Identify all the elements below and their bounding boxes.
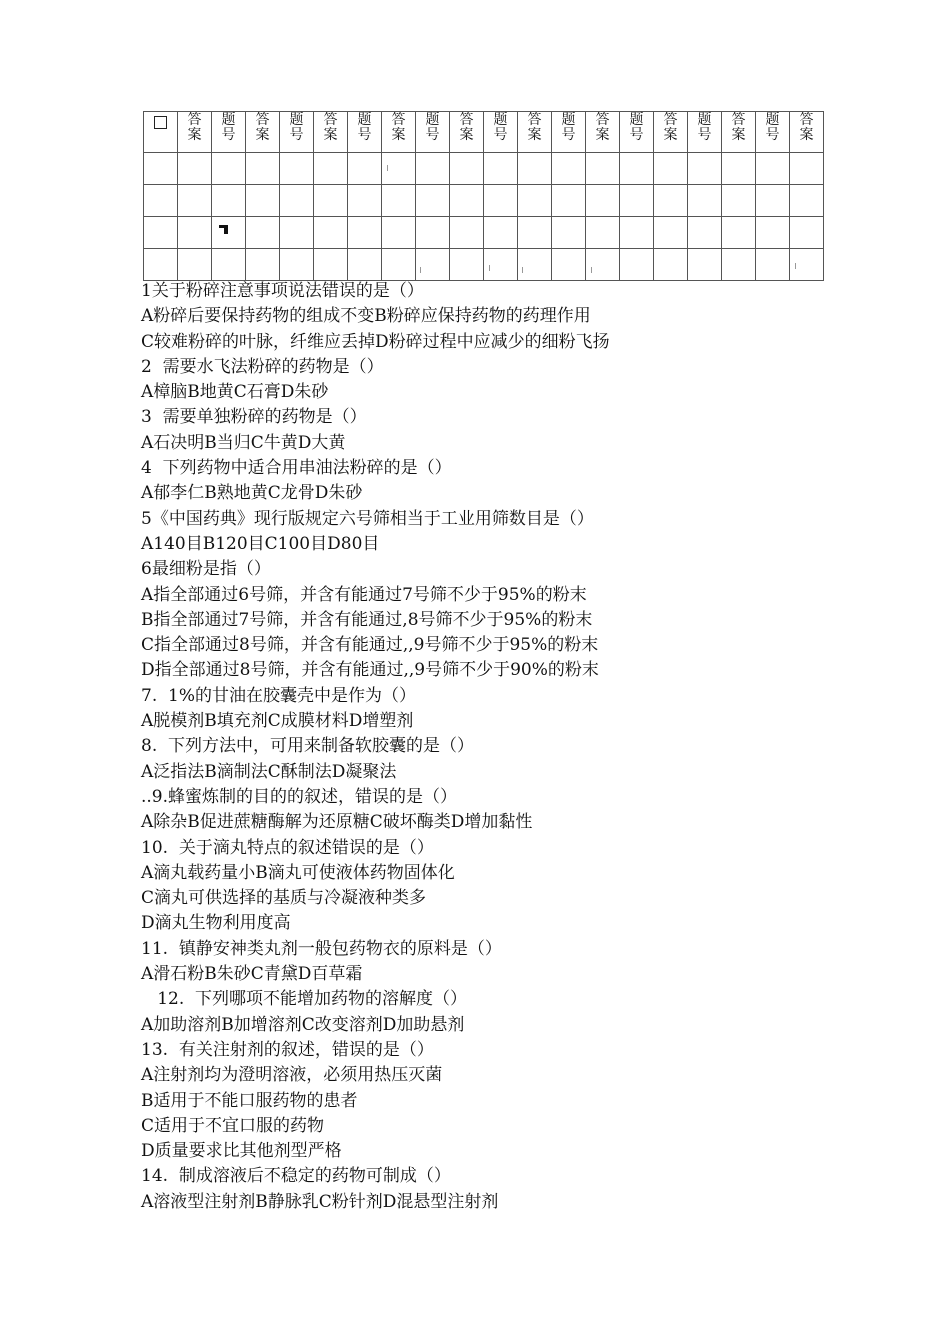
answer-cell[interactable] <box>280 185 314 217</box>
answer-cell[interactable] <box>552 217 586 249</box>
answer-cell[interactable] <box>790 185 824 217</box>
question-text: 2 需要水飞法粉碎的药物是（） <box>141 356 384 377</box>
answer-cell[interactable] <box>586 217 620 249</box>
answer-cell[interactable] <box>450 153 484 185</box>
answer-cell[interactable] <box>416 185 450 217</box>
answer-grid-header-cell: 答案 <box>450 112 484 153</box>
answer-cell[interactable] <box>654 217 688 249</box>
answer-cell[interactable] <box>348 249 382 281</box>
answer-cell[interactable] <box>348 185 382 217</box>
option-text: C指全部通过8号筛，并含有能通过,,9号筛不少于95%的粉末 <box>141 635 599 656</box>
faint-mark <box>489 265 490 271</box>
question-text: 13. 有关注射剂的叙述，错误的是（） <box>141 1039 434 1060</box>
answer-cell[interactable] <box>314 185 348 217</box>
option-text: A指全部通过6号筛，并含有能通过7号筛不少于95%的粉末 <box>141 584 587 605</box>
answer-cell[interactable] <box>688 217 722 249</box>
option-text: A注射剂均为澄明溶液，必须用热压灭菌 <box>141 1065 443 1086</box>
option-text: C适用于不宜口服的药物 <box>141 1115 325 1136</box>
answer-cell[interactable] <box>246 153 280 185</box>
answer-grid-header-cell: 题号 <box>348 112 382 153</box>
answer-cell[interactable] <box>654 249 688 281</box>
question-list <box>141 279 841 1215</box>
answer-cell[interactable] <box>756 217 790 249</box>
answer-cell[interactable] <box>382 249 416 281</box>
answer-cell[interactable] <box>688 185 722 217</box>
answer-cell[interactable] <box>552 249 586 281</box>
faint-mark <box>522 267 523 273</box>
answer-cell[interactable] <box>144 185 178 217</box>
answer-cell[interactable] <box>722 249 756 281</box>
answer-cell[interactable] <box>688 153 722 185</box>
question-text: 8. 下列方法中，可用来制备软胶囊的是（） <box>141 736 475 757</box>
answer-cell[interactable] <box>586 249 620 281</box>
answer-cell[interactable] <box>212 185 246 217</box>
answer-grid-header-row <box>144 112 824 153</box>
answer-cell[interactable] <box>484 153 518 185</box>
answer-cell[interactable] <box>620 217 654 249</box>
answer-cell[interactable] <box>246 185 280 217</box>
option-text: D滴丸生物利用度高 <box>141 913 291 934</box>
answer-grid-row <box>144 249 824 281</box>
answer-grid-header-cell: 题号 <box>484 112 518 153</box>
answer-cell[interactable] <box>348 153 382 185</box>
answer-cell[interactable] <box>722 185 756 217</box>
answer-cell[interactable] <box>314 153 348 185</box>
corner-mark-icon <box>219 225 228 234</box>
answer-cell[interactable] <box>586 185 620 217</box>
option-text: C较难粉碎的叶脉，纤维应丢掉D粉碎过程中应减少的细粉飞扬 <box>141 331 610 352</box>
option-text: A石决明B当归C牛黄D大黄 <box>141 432 346 453</box>
answer-grid-header-cell: 答案 <box>722 112 756 153</box>
answer-cell[interactable] <box>144 217 178 249</box>
answer-cell[interactable] <box>552 153 586 185</box>
answer-grid-header-cell: 答案 <box>518 112 552 153</box>
answer-cell[interactable] <box>450 249 484 281</box>
answer-cell[interactable] <box>756 249 790 281</box>
answer-cell[interactable] <box>416 217 450 249</box>
option-text: A脱模剂B填充剂C成膜材料D增塑剂 <box>141 711 414 732</box>
option-text: A滑石粉B朱砂C青黛D百草霜 <box>141 964 363 985</box>
faint-mark <box>591 267 592 273</box>
answer-grid-header-cell: 答案 <box>178 112 212 153</box>
answer-grid-header-cell: 题号 <box>620 112 654 153</box>
question-text: 12. 下列哪项不能增加药物的溶解度（） <box>141 989 468 1010</box>
answer-cell[interactable] <box>212 153 246 185</box>
answer-grid-header-cell: 题号 <box>756 112 790 153</box>
option-text: C滴丸可供选择的基质与冷凝液种类多 <box>141 888 427 909</box>
answer-cell[interactable] <box>756 185 790 217</box>
option-text: A溶液型注射剂B静脉乳C粉针剂D混悬型注射剂 <box>141 1191 499 1212</box>
answer-cell[interactable] <box>178 153 212 185</box>
answer-cell[interactable] <box>450 185 484 217</box>
answer-cell[interactable] <box>348 217 382 249</box>
answer-grid-row <box>144 153 824 185</box>
answer-cell[interactable] <box>756 153 790 185</box>
answer-cell[interactable] <box>450 217 484 249</box>
answer-cell[interactable] <box>382 153 416 185</box>
faint-mark <box>387 165 388 171</box>
answer-grid-header-cell: 答案 <box>314 112 348 153</box>
answer-cell[interactable] <box>688 249 722 281</box>
answer-cell[interactable] <box>484 249 518 281</box>
answer-cell[interactable] <box>212 249 246 281</box>
option-text: B指全部通过7号筛，并含有能通过,8号筛不少于95%的粉末 <box>141 609 593 630</box>
option-text: A滴丸载药量小B滴丸可使液体药物固体化 <box>141 862 455 883</box>
answer-cell[interactable] <box>586 153 620 185</box>
answer-cell[interactable] <box>178 249 212 281</box>
answer-cell[interactable] <box>722 153 756 185</box>
answer-grid-header-cell: 题号 <box>212 112 246 153</box>
answer-grid-header-cell: 答案 <box>246 112 280 153</box>
answer-cell[interactable] <box>246 217 280 249</box>
answer-cell[interactable] <box>552 185 586 217</box>
answer-grid-corner-cell <box>144 112 178 153</box>
answer-grid-header-cell: 答案 <box>586 112 620 153</box>
question-text: 3 需要单独粉碎的药物是（） <box>141 407 367 428</box>
answer-grid-header-cell: 答案 <box>382 112 416 153</box>
option-text: A除杂B促进蔗糖酶解为还原糖C破坏酶类D增加黏性 <box>141 812 533 833</box>
answer-cell[interactable] <box>314 249 348 281</box>
answer-grid-header-cell: 题号 <box>280 112 314 153</box>
option-text: A140目B120目C100目D80目 <box>141 533 380 554</box>
answer-cell[interactable] <box>518 185 552 217</box>
faint-mark <box>420 267 421 273</box>
question-text: 1关于粉碎注意事项说法错误的是（） <box>141 281 424 301</box>
answer-grid-row <box>144 185 824 217</box>
question-text: 5《中国药典》现行版规定六号筛相当于工业用筛数目是（） <box>141 508 594 529</box>
option-text: A樟脑B地黄C石膏D朱砂 <box>141 382 329 403</box>
answer-cell[interactable] <box>416 249 450 281</box>
answer-cell[interactable] <box>212 217 246 249</box>
answer-cell[interactable] <box>790 249 824 281</box>
question-text: ..9.蜂蜜炼制的目的的叙述，错误的是（） <box>141 786 458 807</box>
answer-grid-row <box>144 217 824 249</box>
answer-cell[interactable] <box>620 153 654 185</box>
answer-cell[interactable] <box>246 249 280 281</box>
answer-cell[interactable] <box>314 217 348 249</box>
answer-cell[interactable] <box>382 185 416 217</box>
question-text: 11. 镇静安神类丸剂一般包药物衣的原料是（） <box>141 938 502 959</box>
answer-cell[interactable] <box>518 153 552 185</box>
option-text: A泛指法B滴制法C酥制法D凝聚法 <box>141 761 397 782</box>
option-text: D指全部通过8号筛，并含有能通过,,9号筛不少于90%的粉末 <box>141 660 599 681</box>
faint-mark <box>795 263 796 269</box>
answer-grid <box>143 111 824 281</box>
answer-cell[interactable] <box>144 153 178 185</box>
answer-cell[interactable] <box>280 153 314 185</box>
answer-cell[interactable] <box>416 153 450 185</box>
answer-cell[interactable] <box>620 249 654 281</box>
answer-cell[interactable] <box>654 185 688 217</box>
question-text: 10. 关于滴丸特点的叙述错误的是（） <box>141 837 434 858</box>
answer-cell[interactable] <box>518 217 552 249</box>
question-text: 4 下列药物中适合用串油法粉碎的是（） <box>141 458 452 479</box>
question-text: 14. 制成溶液后不稳定的药物可制成（） <box>141 1166 451 1187</box>
option-text: A粉碎后要保持药物的组成不变B粉碎应保持药物的药理作用 <box>141 306 591 327</box>
option-text: A郁李仁B熟地黄C龙骨D朱砂 <box>141 483 363 504</box>
answer-cell[interactable] <box>620 185 654 217</box>
answer-cell[interactable] <box>790 153 824 185</box>
answer-cell[interactable] <box>280 217 314 249</box>
answer-grid-header-cell: 答案 <box>654 112 688 153</box>
answer-cell[interactable] <box>722 217 756 249</box>
answer-cell[interactable] <box>518 249 552 281</box>
option-text: D质量要求比其他剂型严格 <box>141 1141 342 1162</box>
answer-cell[interactable] <box>484 185 518 217</box>
question-text: 6最细粉是指（） <box>141 559 271 580</box>
answer-cell[interactable] <box>790 217 824 249</box>
question-text: 7. 1%的甘油在胶囊壳中是作为（） <box>141 685 416 706</box>
answer-grid-header-cell: 题号 <box>416 112 450 153</box>
answer-cell[interactable] <box>484 217 518 249</box>
checkbox-icon <box>154 116 167 129</box>
answer-cell[interactable] <box>178 217 212 249</box>
answer-grid-header-cell: 题号 <box>552 112 586 153</box>
answer-cell[interactable] <box>654 153 688 185</box>
answer-grid-header-cell: 题号 <box>688 112 722 153</box>
answer-cell[interactable] <box>280 249 314 281</box>
option-text: A加助溶剂B加增溶剂C改变溶剂D加助悬剂 <box>141 1014 465 1035</box>
answer-cell[interactable] <box>382 217 416 249</box>
answer-grid-header-cell: 答案 <box>790 112 824 153</box>
option-text: B适用于不能口服药物的患者 <box>141 1090 358 1111</box>
answer-cell[interactable] <box>144 249 178 281</box>
answer-cell[interactable] <box>178 185 212 217</box>
